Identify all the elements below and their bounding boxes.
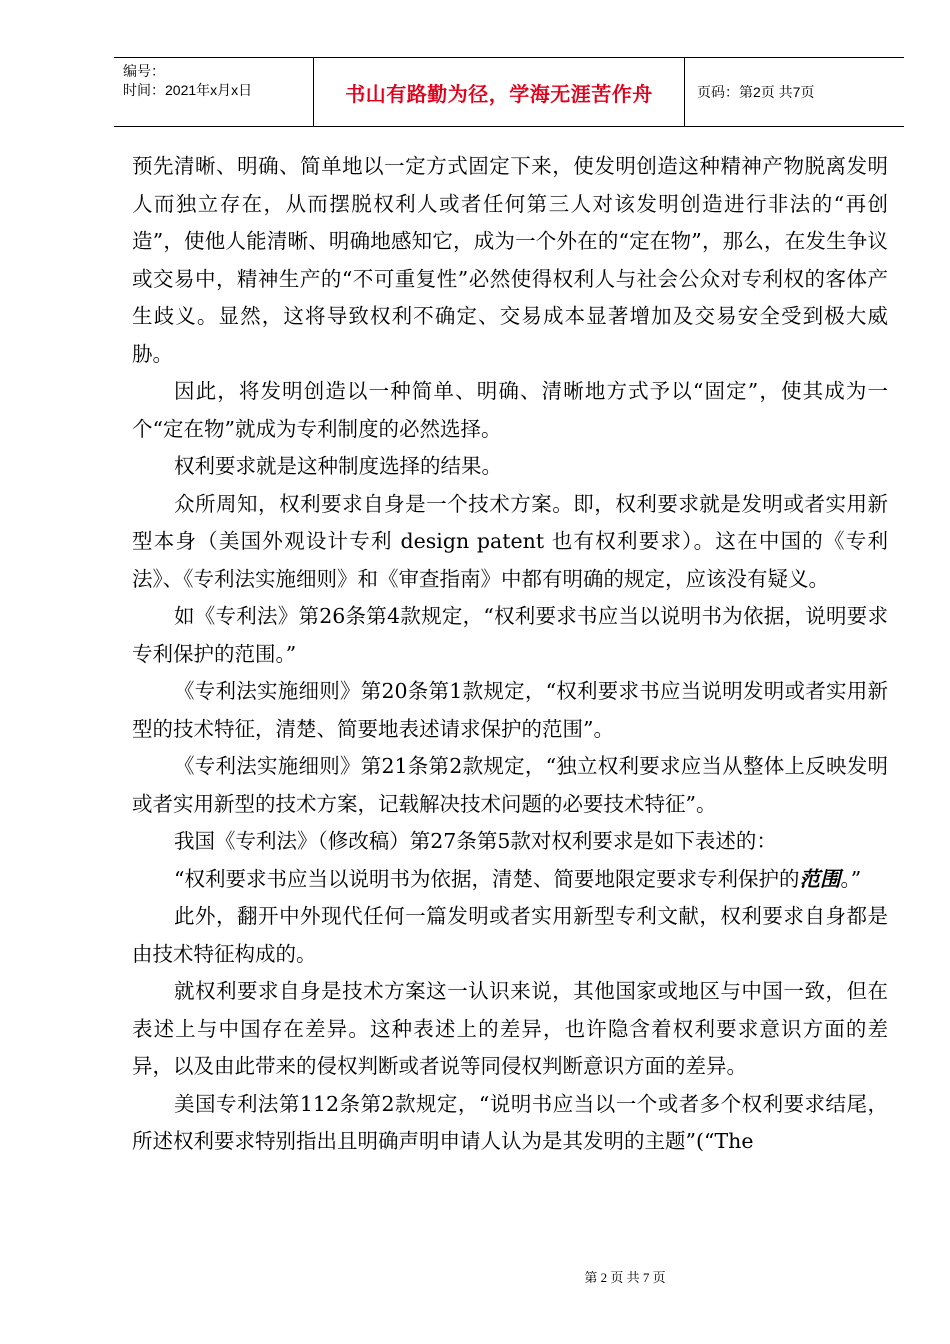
body-paragraph: 就权利要求自身是技术方案这一认识来说，其他国家或地区与中国一致，但在表述上与中国存在差异。这种表述上的差异，也许隐含着权利要求意识方面的差异，以及由此带来的侵权判断或者说等同侵权判断意识方面的差异。 [132,979,888,1078]
body-paragraph: 我国《专利法》（修改稿）第27条第5款对权利要求是如下表述的： [174,829,777,853]
body-paragraph: 《专利法实施细则》第20条第1款规定，“权利要求书应当说明发明或者实用新型的技术特征，清楚、简要地表述请求保护的范围”。 [132,679,888,741]
quote-text: “权利要求书应当以说明书为依据，清楚、简要地限定要求专利保护的 [174,866,800,891]
body-paragraph: 美国专利法第112条第2款规定，“说明书应当以一个或者多个权利要求结尾，所述权利要求特别指出且明确声明申请人认为是其发明的主题”(“The [132,1091,888,1153]
body-paragraph: 此外，翻开中外现代任何一篇发明或者实用新型专利文献，权利要求自身都是由技术特征构成的。 [132,904,888,966]
quote-paragraph [132,861,888,899]
quote-end: 。” [840,866,862,891]
page-footer: 第 2 页 共 7 页 [584,1270,666,1285]
body-paragraph: 众所周知，权利要求自身是一个技术方案。即，权利要求就是发明或者实用新型本身（美国外观设计专利 design patent 也有权利要求）。这在中国的《专利法》、《专利法实施细则》和《审查指南》中都有明确的规定，应该没有疑义。 [132,491,888,591]
document-time-label: 时间：2021年x月x日 [123,82,253,98]
quote-emphasis: 范围 [799,866,841,891]
body-paragraph: 预先清晰、明确、简单地以一定方式固定下来，使发明创造这种精神产物脱离发明人而独立存在，从而摆脱权利人或者任何第三人对该发明创造进行非法的“再创造”，使他人能清晰、明确地感知它，成为一个外在的“定在物”，那么，在发生争议或交易中，精神生产的“不可重复性”必然使得权利人与社会公众对专利权的客体产生歧义。显然，这将导致权利不确定、交易成本显著增加及交易安全受到极大威胁。 [132,154,888,366]
body-paragraph: 权利要求就是这种制度选择的结果。 [174,454,502,478]
body-paragraph: 因此，将发明创造以一种简单、明确、清晰地方式予以“固定”，使其成为一个“定在物”就成为专利制度的必然选择。 [132,379,888,441]
header-motto: 书山有路勤为径，学海无涯苦作舟 [314,58,685,126]
header-meta [114,58,314,126]
header-page-label: 页码：第2页 共7页 [697,84,815,100]
document-number-label: 编号： [123,63,165,79]
document-body [132,148,888,1161]
page-header [114,57,904,127]
body-paragraph: 《专利法实施细则》第21条第2款规定，“独立权利要求应当从整体上反映发明或者实用新型的技术方案，记载解决技术问题的必要技术特征”。 [132,754,888,816]
body-paragraph: 如《专利法》第26条第4款规定，“权利要求书应当以说明书为依据，说明要求专利保护的范围。” [132,604,888,666]
